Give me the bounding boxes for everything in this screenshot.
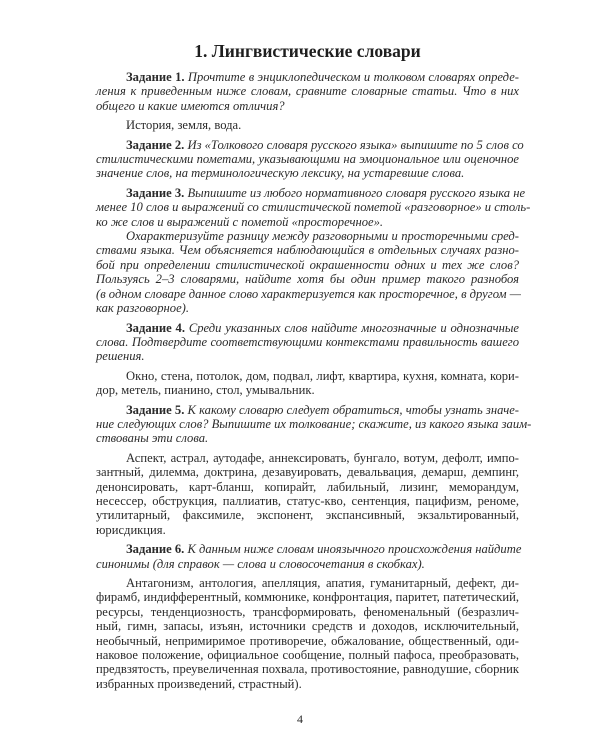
text-line xyxy=(96,301,519,315)
text-line xyxy=(96,185,526,200)
text-line xyxy=(96,215,519,229)
text-line xyxy=(96,383,519,397)
line-text: ствами языка. Чем объясняется наблюдающийся в отдельных случаях разно- xyxy=(96,243,519,258)
text-line xyxy=(96,677,519,691)
line-text: (в одном словаре данное слово характеризуется как просторечное, в другом — xyxy=(96,286,521,301)
text-line xyxy=(96,542,522,557)
line-text: Выпишите из любого нормативного словаря русского языка не xyxy=(187,185,526,200)
page-number: 4 xyxy=(297,712,303,726)
text-line xyxy=(96,166,519,180)
text-line xyxy=(96,662,519,676)
task-paragraph xyxy=(96,185,531,229)
line-text: избранных произведений, страстный). xyxy=(96,676,302,691)
line-text: ресурсы, тенденциозность, трансформировать, феноменальный (безразлич- xyxy=(96,604,519,619)
task-paragraph xyxy=(96,137,524,181)
line-text: К какому словарю следует обратиться, чтобы узнать значе- xyxy=(187,402,519,417)
line-text: Окно, стена, потолок, дом, подвал, лифт, квартира, кухня, комната, кори- xyxy=(126,368,519,383)
document-body xyxy=(96,70,532,691)
text-line xyxy=(96,634,519,648)
text-line xyxy=(96,465,519,479)
text-line xyxy=(96,508,519,522)
line-text: предвзятость, преувеличенная похвала, противостояние, равнодушие, сборник xyxy=(96,662,519,677)
text-line xyxy=(96,321,519,335)
task-label: Задание 2. xyxy=(126,137,185,152)
line-text: фирамб, индифферентный, коммюнике, конфронтация, паритет, патетический, xyxy=(96,590,519,605)
text-line xyxy=(96,287,519,301)
line-text: необычный, непримиримое противоречие, обжалование, общественный, оди- xyxy=(96,633,519,648)
text-paragraph xyxy=(96,229,519,315)
text-line xyxy=(96,557,519,571)
task-label: Задание 5. xyxy=(126,402,185,417)
line-text: ко же слов и выражений с пометой «просторечное». xyxy=(96,214,384,229)
text-line xyxy=(96,70,519,84)
line-text: ления к приведенным ниже словам, сравните словарные статьи. Что в них xyxy=(96,84,519,99)
text-paragraph xyxy=(96,369,519,398)
text-line xyxy=(96,576,519,590)
line-text: утилитарный, факсимиле, экспонент, экспансивный, экзальтированный, xyxy=(96,508,519,523)
text-line xyxy=(96,590,519,604)
document-page xyxy=(96,40,532,691)
line-text: Антагонизм, антология, апелляция, апатия, гуманитарный, дефект, ди- xyxy=(126,576,519,590)
line-text: К данным ниже словам иноязычного происхождения найдите xyxy=(187,542,522,557)
line-text: Прочтите в энциклопедическом и толковом словарях опреде- xyxy=(187,70,519,84)
line-text: несессер, обструкция, паллиатив, статус-кво, сентенция, пацифизм, реноме, xyxy=(96,493,519,508)
text-line xyxy=(96,648,519,662)
task-paragraph xyxy=(96,321,519,364)
line-text: денонсировать, карт-бланш, копирайт, лабильный, лизинг, меморандум, xyxy=(96,479,519,494)
line-text: решения. xyxy=(96,349,145,364)
text-line xyxy=(96,243,519,257)
line-text: Среди указанных слов найдите многозначные и однозначные xyxy=(188,320,519,335)
text-line xyxy=(96,200,531,215)
line-text: общего и какие имеются отличия? xyxy=(96,98,285,113)
text-line xyxy=(96,349,519,363)
task-paragraph xyxy=(96,542,522,571)
line-text: Пользуясь 2–3 словарями, найдите хотя бы один пример такого разнобоя xyxy=(96,272,519,287)
text-line xyxy=(96,84,519,98)
task-paragraph xyxy=(96,70,519,113)
text-line xyxy=(96,152,519,166)
text-paragraph xyxy=(96,576,519,691)
task-label: Задание 3. xyxy=(126,185,185,200)
task-label: Задание 1. xyxy=(126,70,185,84)
line-text: зантный, дилемма, доктрина, дезавуировать, девальвация, демарш, демпинг, xyxy=(96,465,519,480)
text-line xyxy=(96,229,519,243)
text-line xyxy=(96,605,519,619)
text-paragraph xyxy=(96,451,519,537)
line-text: История, земля, вода. xyxy=(126,118,242,133)
text-line xyxy=(96,369,519,383)
text-line xyxy=(96,480,519,494)
line-text: как разговорное). xyxy=(96,301,190,316)
line-text: Аспект, астрал, аутодафе, аннексировать, бунгало, вотум, дефолт, импо- xyxy=(126,450,519,465)
text-line xyxy=(96,494,519,508)
text-line xyxy=(96,431,519,445)
line-text: дор, метель, пианино, стол, умывальник. xyxy=(96,383,315,398)
line-text: ный, гимн, запасы, изъян, источники средств и доходов, исключительный, xyxy=(96,619,519,634)
line-text: менее 10 слов и выражений со стилистической пометой «разговорное» и столь- xyxy=(96,200,531,215)
task-label: Задание 6. xyxy=(126,542,185,557)
text-line xyxy=(96,403,519,417)
line-text: ние следующих слов? Выпишите их толкование; скажите, из какого языка заим- xyxy=(96,416,532,431)
line-text: Охарактеризуйте разницу между разговорными и просторечными сред- xyxy=(126,229,519,244)
text-paragraph xyxy=(96,118,519,132)
line-text: Из «Толкового словаря русского языка» выпишите по 5 слов со xyxy=(187,137,524,152)
line-text: бой при определении стилистической окрашенности одних и тех же слов? xyxy=(96,257,519,272)
section-title: 1. Лингвистические словари xyxy=(194,41,421,61)
task-paragraph xyxy=(96,402,532,446)
text-line xyxy=(96,523,519,537)
line-text: стилистическими пометами, указывающими на эмоциональное или оценочное xyxy=(96,152,519,167)
text-line xyxy=(96,416,532,431)
text-line xyxy=(96,258,519,272)
task-label: Задание 4. xyxy=(126,320,185,335)
text-line xyxy=(96,451,519,465)
line-text: ствованы эти слова. xyxy=(96,431,209,446)
line-text: слова. Подтвердите соответствующими контекстами правильность вашего xyxy=(96,334,519,349)
text-line xyxy=(96,99,519,113)
text-line xyxy=(96,619,519,633)
text-line xyxy=(96,272,519,286)
text-line xyxy=(96,137,524,152)
text-line xyxy=(96,118,519,132)
line-text: юрисдикция. xyxy=(96,522,166,537)
line-text: значение слов, на терминологическую лексику, на устаревшие слова. xyxy=(96,166,465,181)
line-text: синонимы (для справок — слова и словосочетания в скобках). xyxy=(96,556,425,571)
line-text: наковое положение, официальное сообщение, полный пафоса, преобразовать, xyxy=(96,648,519,663)
text-line xyxy=(96,335,519,349)
